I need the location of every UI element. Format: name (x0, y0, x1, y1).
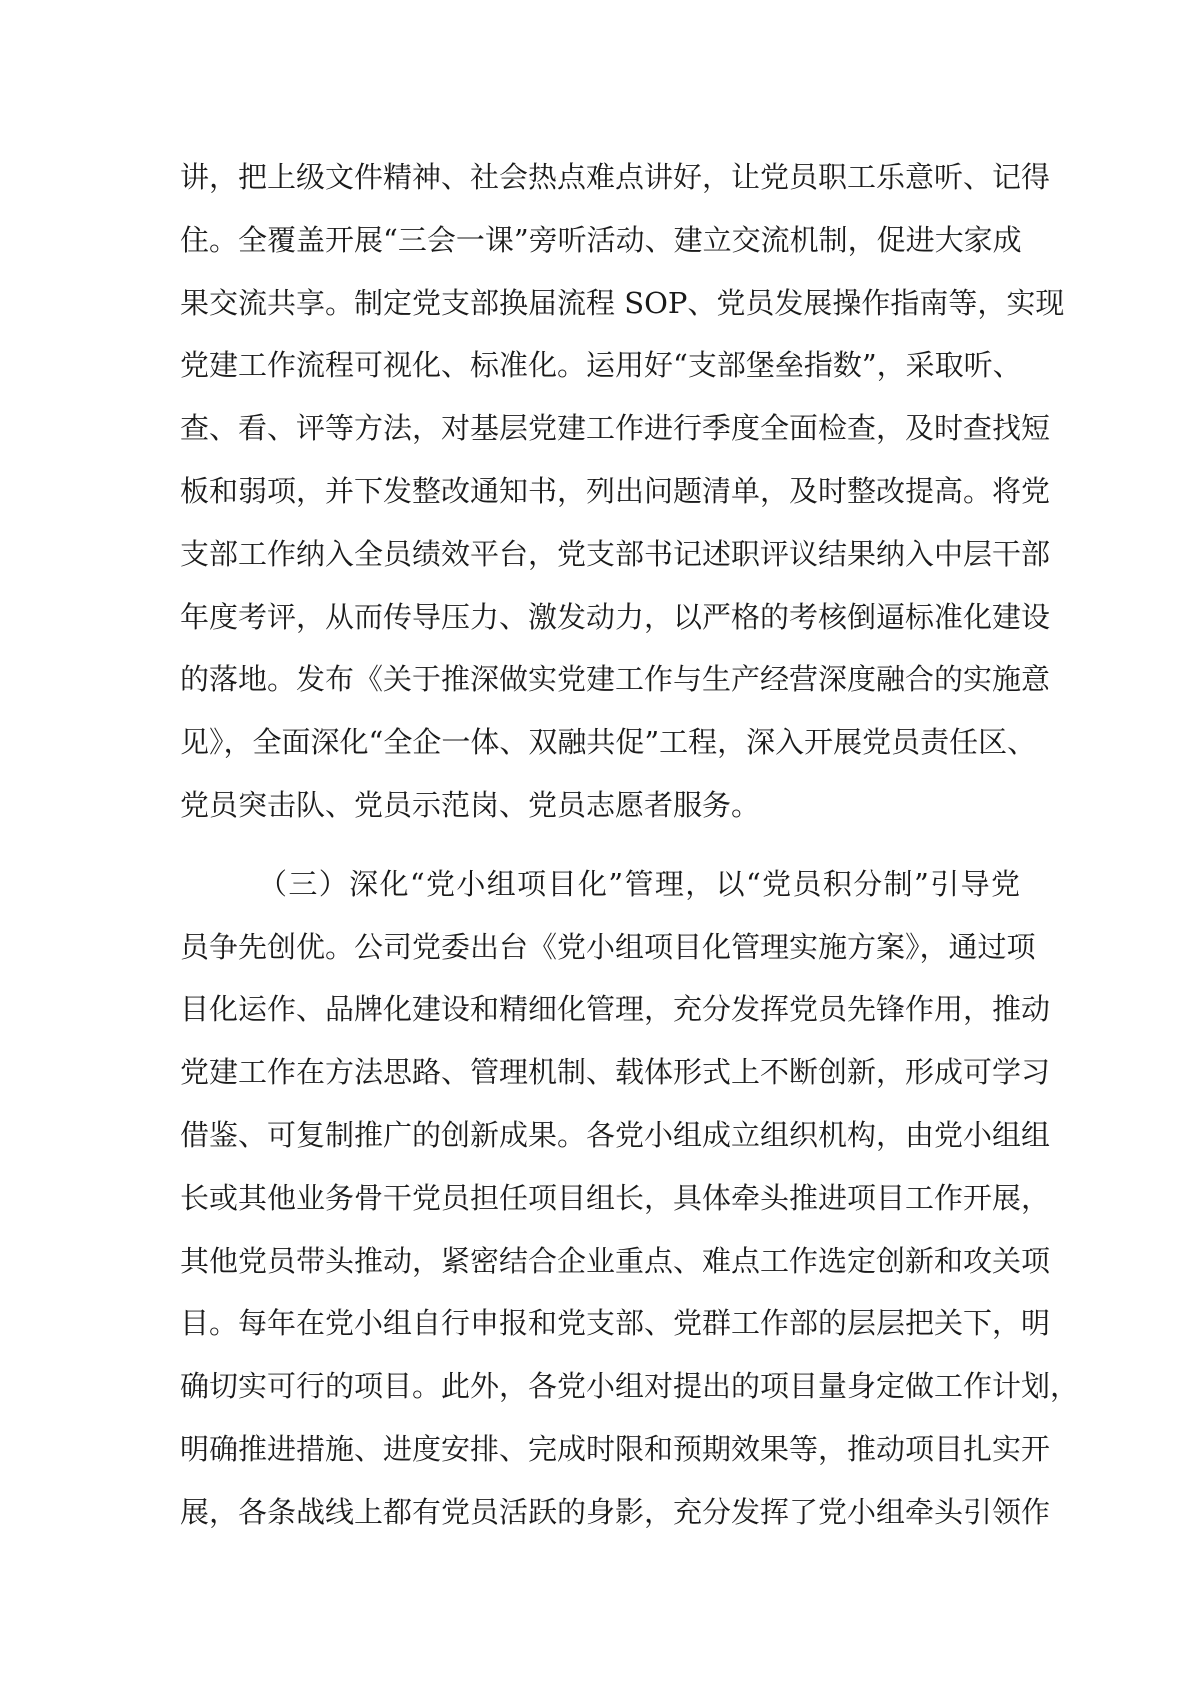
document-body (180, 146, 1080, 1544)
text-line: 见》，全面深化“全企一体、双融共促”工程，深入开展党员责任区、 (180, 725, 1037, 760)
paragraph-1 (180, 146, 1065, 837)
text-line: 展，各条战线上都有党员活跃的身影，充分发挥了党小组牵头引领作 (180, 1494, 1051, 1529)
text-line: 查、看、评等方法，对基层党建工作进行季度全面检查，及时查找短 (180, 411, 1051, 446)
text-line: 党建工作流程可视化、标准化。运用好“支部堡垒指数”，采取听、 (180, 348, 1022, 383)
text-line: 住。全覆盖开展“三会一课”旁听活动、建立交流机制，促进大家成 (180, 222, 1022, 257)
text-line: 果交流共享。制定党支部换届流程 SOP、党员发展操作指南等，实现 (180, 285, 1065, 320)
text-line: 板和弱项，并下发整改通知书，列出问题清单，及时整改提高。将党 (180, 473, 1051, 508)
text-line: 明确推进措施、进度安排、完成时限和预期效果等，推动项目扎实开 (180, 1431, 1051, 1466)
text-line: 目化运作、品牌化建设和精细化管理，充分发挥党员先锋作用，推动 (180, 992, 1051, 1027)
text-line: 目。每年在党小组自行申报和党支部、党群工作部的层层把关下，明 (180, 1306, 1051, 1341)
text-line: （三）深化“党小组项目化”管理，以“党员积分制”引导党 (258, 866, 1020, 901)
text-line: 其他党员带头推动，紧密结合企业重点、难点工作选定创新和攻关项 (180, 1243, 1051, 1278)
text-line: 讲，把上级文件精神、社会热点难点讲好，让党员职工乐意听、记得 (180, 160, 1051, 194)
text-line: 确切实可行的项目。此外，各党小组对提出的项目量身定做工作计划， (180, 1369, 1080, 1404)
paragraph-2 (180, 853, 1080, 1544)
text-line: 支部工作纳入全员绩效平台，党支部书记述职评议结果纳入中层干部 (180, 536, 1051, 571)
text-line: 员争先创优。公司党委出台《党小组项目化管理实施方案》，通过项 (180, 929, 1036, 964)
text-line: 党员突击队、党员示范岗、党员志愿者服务。 (180, 787, 761, 822)
text-line: 长或其他业务骨干党员担任项目组长，具体牵头推进项目工作开展， (180, 1180, 1051, 1215)
text-line: 的落地。发布《关于推深做实党建工作与生产经营深度融合的实施意 (180, 662, 1051, 697)
paragraph-gap (180, 837, 1020, 853)
text-line: 党建工作在方法思路、管理机制、载体形式上不断创新，形成可学习 (180, 1055, 1051, 1090)
text-line: 年度考评，从而传导压力、激发动力，以严格的考核倒逼标准化建设 (180, 599, 1051, 634)
text-line: 借鉴、可复制推广的创新成果。各党小组成立组织机构，由党小组组 (180, 1117, 1051, 1152)
